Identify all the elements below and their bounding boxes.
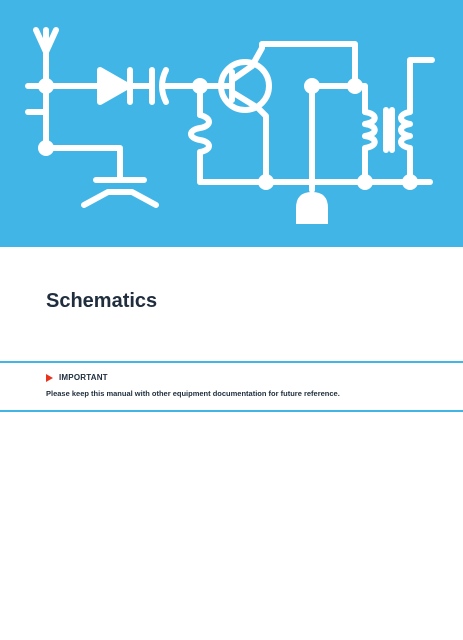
important-heading bbox=[46, 373, 108, 382]
circuit-schematic-illustration bbox=[0, 0, 463, 247]
important-notice-text: Please keep this manual with other equipment documentation for future reference. bbox=[46, 389, 340, 398]
red-triangle-icon bbox=[46, 374, 53, 382]
divider-top bbox=[0, 361, 463, 363]
transformer-coil-icon bbox=[401, 112, 410, 182]
page-title: Schematics bbox=[46, 290, 158, 312]
inductor-icon bbox=[365, 112, 375, 182]
ground-icon bbox=[84, 180, 156, 205]
diode-icon bbox=[100, 70, 130, 102]
important-label: IMPORTANT bbox=[59, 373, 108, 382]
resistor-icon bbox=[191, 115, 209, 182]
divider-bottom bbox=[0, 410, 463, 412]
plug-icon bbox=[296, 192, 328, 224]
header-banner bbox=[0, 0, 463, 247]
